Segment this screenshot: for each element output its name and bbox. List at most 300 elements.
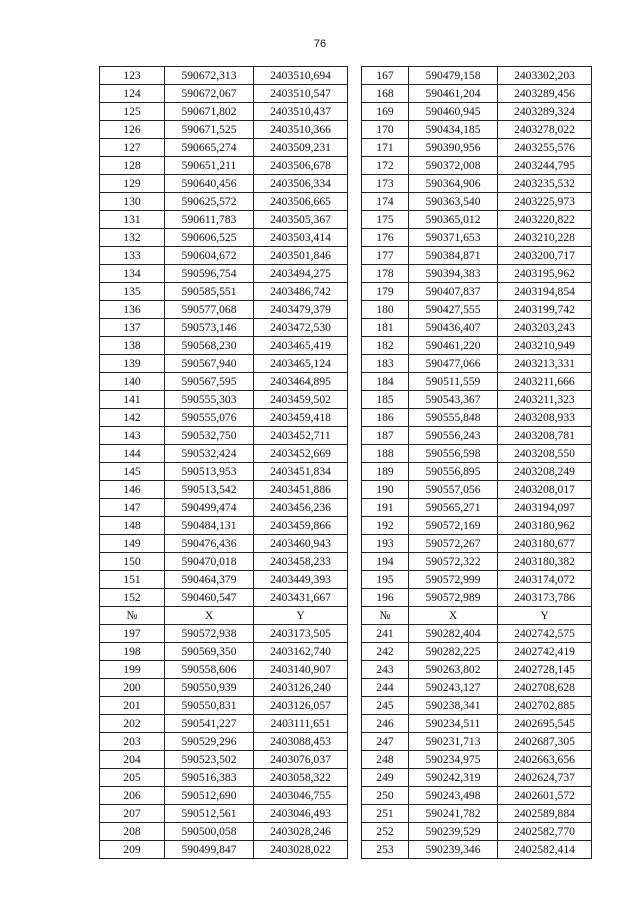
y-coordinate-cell: 2403506,334 bbox=[254, 175, 348, 193]
y-coordinate-cell: 2403244,795 bbox=[498, 157, 592, 175]
point-number-cell: 208 bbox=[100, 823, 165, 841]
point-number-cell: 250 bbox=[362, 787, 409, 805]
point-number-cell: 136 bbox=[100, 301, 165, 319]
y-coordinate-cell: 2402702,885 bbox=[498, 697, 592, 715]
x-coordinate-cell: 590513,542 bbox=[165, 481, 254, 499]
point-number-cell: 253 bbox=[362, 841, 409, 859]
point-number-cell: 249 bbox=[362, 769, 409, 787]
table-row bbox=[100, 283, 348, 301]
x-coordinate-cell: 590394,383 bbox=[409, 265, 498, 283]
point-number-cell: 173 bbox=[362, 175, 409, 193]
x-coordinate-cell: 590500,058 bbox=[165, 823, 254, 841]
x-coordinate-cell: 590532,750 bbox=[165, 427, 254, 445]
table-row bbox=[362, 427, 592, 445]
x-coordinate-cell: 590390,956 bbox=[409, 139, 498, 157]
y-coordinate-cell: 2403199,742 bbox=[498, 301, 592, 319]
x-coordinate-cell: 590606,525 bbox=[165, 229, 254, 247]
y-coordinate-cell: 2403456,236 bbox=[254, 499, 348, 517]
table-row bbox=[100, 607, 348, 625]
table-row bbox=[362, 553, 592, 571]
point-number-cell: 152 bbox=[100, 589, 165, 607]
table-row bbox=[362, 679, 592, 697]
x-coordinate-cell: 590550,939 bbox=[165, 679, 254, 697]
y-coordinate-cell: 2403162,740 bbox=[254, 643, 348, 661]
y-coordinate-cell: 2403460,943 bbox=[254, 535, 348, 553]
x-coordinate-cell: 590577,068 bbox=[165, 301, 254, 319]
x-coordinate-cell: 590239,529 bbox=[409, 823, 498, 841]
table-row bbox=[100, 229, 348, 247]
x-coordinate-cell: 590585,551 bbox=[165, 283, 254, 301]
point-number-cell: 245 bbox=[362, 697, 409, 715]
point-number-cell: 197 bbox=[100, 625, 165, 643]
point-number-cell: 174 bbox=[362, 193, 409, 211]
x-coordinate-cell: 590543,367 bbox=[409, 391, 498, 409]
x-coordinate-cell: 590604,672 bbox=[165, 247, 254, 265]
y-coordinate-cell: 2403451,886 bbox=[254, 481, 348, 499]
x-coordinate-cell: 590556,598 bbox=[409, 445, 498, 463]
point-number-cell: 188 bbox=[362, 445, 409, 463]
y-coordinate-cell: 2402663,656 bbox=[498, 751, 592, 769]
point-number-cell: 180 bbox=[362, 301, 409, 319]
point-number-cell: 185 bbox=[362, 391, 409, 409]
table-row bbox=[362, 283, 592, 301]
point-number-cell: 246 bbox=[362, 715, 409, 733]
table-row bbox=[100, 193, 348, 211]
point-number-cell: № bbox=[362, 607, 409, 625]
x-coordinate-cell: 590532,424 bbox=[165, 445, 254, 463]
table-row bbox=[362, 751, 592, 769]
x-coordinate-cell: 590282,404 bbox=[409, 625, 498, 643]
table-row bbox=[100, 409, 348, 427]
x-coordinate-cell: 590363,540 bbox=[409, 193, 498, 211]
y-coordinate-cell: 2403289,324 bbox=[498, 103, 592, 121]
table-row bbox=[100, 265, 348, 283]
table-row bbox=[362, 319, 592, 337]
table-row bbox=[100, 337, 348, 355]
coordinates-table-left bbox=[99, 66, 348, 859]
table-row bbox=[362, 787, 592, 805]
point-number-cell: 192 bbox=[362, 517, 409, 535]
point-number-cell: 141 bbox=[100, 391, 165, 409]
table-row bbox=[362, 571, 592, 589]
table-row bbox=[362, 175, 592, 193]
point-number-cell: 209 bbox=[100, 841, 165, 859]
y-coordinate-cell: 2403208,249 bbox=[498, 463, 592, 481]
table-row bbox=[100, 121, 348, 139]
table-row bbox=[100, 211, 348, 229]
table-row bbox=[362, 841, 592, 859]
x-coordinate-cell: 590513,953 bbox=[165, 463, 254, 481]
point-number-cell: 190 bbox=[362, 481, 409, 499]
x-coordinate-cell: 590572,999 bbox=[409, 571, 498, 589]
table-row bbox=[362, 391, 592, 409]
point-number-cell: 142 bbox=[100, 409, 165, 427]
y-coordinate-cell: 2403464,895 bbox=[254, 373, 348, 391]
y-coordinate-cell: 2403046,493 bbox=[254, 805, 348, 823]
y-coordinate-cell: 2403174,072 bbox=[498, 571, 592, 589]
table-row bbox=[100, 247, 348, 265]
y-coordinate-cell: 2403210,228 bbox=[498, 229, 592, 247]
x-coordinate-cell: 590384,871 bbox=[409, 247, 498, 265]
y-coordinate-cell: 2403028,022 bbox=[254, 841, 348, 859]
point-number-cell: 129 bbox=[100, 175, 165, 193]
point-number-cell: 196 bbox=[362, 589, 409, 607]
y-coordinate-cell: 2403211,666 bbox=[498, 373, 592, 391]
table-body-left bbox=[100, 67, 348, 859]
point-number-cell: 199 bbox=[100, 661, 165, 679]
x-coordinate-cell: 590671,525 bbox=[165, 121, 254, 139]
y-coordinate-cell: 2403200,717 bbox=[498, 247, 592, 265]
table-row bbox=[362, 769, 592, 787]
point-number-cell: 198 bbox=[100, 643, 165, 661]
x-coordinate-cell: 590550,831 bbox=[165, 697, 254, 715]
point-number-cell: 143 bbox=[100, 427, 165, 445]
x-coordinate-cell: 590516,383 bbox=[165, 769, 254, 787]
y-coordinate-cell: 2403126,240 bbox=[254, 679, 348, 697]
x-coordinate-cell: 590407,837 bbox=[409, 283, 498, 301]
table-row bbox=[100, 355, 348, 373]
x-coordinate-cell: 590372,008 bbox=[409, 157, 498, 175]
y-coordinate-cell: 2402708,628 bbox=[498, 679, 592, 697]
y-coordinate-cell: 2403472,530 bbox=[254, 319, 348, 337]
y-coordinate-cell: 2403289,456 bbox=[498, 85, 592, 103]
point-number-cell: 184 bbox=[362, 373, 409, 391]
table-row bbox=[362, 265, 592, 283]
y-coordinate-cell: 2403140,907 bbox=[254, 661, 348, 679]
table-row bbox=[362, 499, 592, 517]
y-coordinate-cell: 2403465,124 bbox=[254, 355, 348, 373]
x-coordinate-cell: 590282,225 bbox=[409, 643, 498, 661]
table-row bbox=[100, 805, 348, 823]
y-coordinate-cell: 2403255,576 bbox=[498, 139, 592, 157]
x-coordinate-cell: 590625,572 bbox=[165, 193, 254, 211]
x-coordinate-cell: 590555,303 bbox=[165, 391, 254, 409]
table-row bbox=[100, 589, 348, 607]
point-number-cell: 148 bbox=[100, 517, 165, 535]
y-coordinate-cell: 2403126,057 bbox=[254, 697, 348, 715]
y-coordinate-cell: Y bbox=[498, 607, 592, 625]
point-number-cell: 203 bbox=[100, 733, 165, 751]
x-coordinate-cell: 590461,220 bbox=[409, 337, 498, 355]
point-number-cell: 137 bbox=[100, 319, 165, 337]
point-number-cell: 200 bbox=[100, 679, 165, 697]
y-coordinate-cell: 2403058,322 bbox=[254, 769, 348, 787]
point-number-cell: 146 bbox=[100, 481, 165, 499]
y-coordinate-cell: 2403180,677 bbox=[498, 535, 592, 553]
y-coordinate-cell: 2403046,755 bbox=[254, 787, 348, 805]
x-coordinate-cell: 590529,296 bbox=[165, 733, 254, 751]
y-coordinate-cell: 2403459,418 bbox=[254, 409, 348, 427]
point-number-cell: 144 bbox=[100, 445, 165, 463]
x-coordinate-cell: 590572,322 bbox=[409, 553, 498, 571]
point-number-cell: 175 bbox=[362, 211, 409, 229]
y-coordinate-cell: 2402601,572 bbox=[498, 787, 592, 805]
x-coordinate-cell: 590241,782 bbox=[409, 805, 498, 823]
table-row bbox=[362, 607, 592, 625]
point-number-cell: 128 bbox=[100, 157, 165, 175]
point-number-cell: 251 bbox=[362, 805, 409, 823]
table-row bbox=[100, 499, 348, 517]
x-coordinate-cell: 590565,271 bbox=[409, 499, 498, 517]
y-coordinate-cell: 2403459,866 bbox=[254, 517, 348, 535]
x-coordinate-cell: 590558,606 bbox=[165, 661, 254, 679]
y-coordinate-cell: 2403211,323 bbox=[498, 391, 592, 409]
y-coordinate-cell: 2403278,022 bbox=[498, 121, 592, 139]
table-row bbox=[100, 103, 348, 121]
table-row bbox=[362, 193, 592, 211]
x-coordinate-cell: 590243,127 bbox=[409, 679, 498, 697]
table-row bbox=[100, 823, 348, 841]
x-coordinate-cell: 590671,802 bbox=[165, 103, 254, 121]
table-row bbox=[362, 355, 592, 373]
y-coordinate-cell: 2403180,382 bbox=[498, 553, 592, 571]
page-number: 76 bbox=[313, 38, 327, 50]
point-number-cell: 176 bbox=[362, 229, 409, 247]
x-coordinate-cell: 590572,169 bbox=[409, 517, 498, 535]
y-coordinate-cell: 2403210,949 bbox=[498, 337, 592, 355]
x-coordinate-cell: 590434,185 bbox=[409, 121, 498, 139]
point-number-cell: 167 bbox=[362, 67, 409, 85]
point-number-cell: 247 bbox=[362, 733, 409, 751]
y-coordinate-cell: 2403510,547 bbox=[254, 85, 348, 103]
y-coordinate-cell: 2403028,246 bbox=[254, 823, 348, 841]
x-coordinate-cell: 590499,847 bbox=[165, 841, 254, 859]
point-number-cell: 195 bbox=[362, 571, 409, 589]
y-coordinate-cell: 2403494,275 bbox=[254, 265, 348, 283]
table-row bbox=[100, 643, 348, 661]
point-number-cell: 150 bbox=[100, 553, 165, 571]
table-row bbox=[362, 661, 592, 679]
table-row bbox=[100, 391, 348, 409]
table-row bbox=[100, 733, 348, 751]
table-row bbox=[362, 481, 592, 499]
x-coordinate-cell: 590511,559 bbox=[409, 373, 498, 391]
x-coordinate-cell: 590512,561 bbox=[165, 805, 254, 823]
point-number-cell: 252 bbox=[362, 823, 409, 841]
point-number-cell: 181 bbox=[362, 319, 409, 337]
x-coordinate-cell: 590477,066 bbox=[409, 355, 498, 373]
x-coordinate-cell: 590611,783 bbox=[165, 211, 254, 229]
x-coordinate-cell: 590557,056 bbox=[409, 481, 498, 499]
y-coordinate-cell: 2403501,846 bbox=[254, 247, 348, 265]
y-coordinate-cell: Y bbox=[254, 607, 348, 625]
y-coordinate-cell: 2403076,037 bbox=[254, 751, 348, 769]
y-coordinate-cell: 2403509,231 bbox=[254, 139, 348, 157]
table-row bbox=[100, 769, 348, 787]
x-coordinate-cell: 590541,227 bbox=[165, 715, 254, 733]
x-coordinate-cell: 590460,547 bbox=[165, 589, 254, 607]
x-coordinate-cell: X bbox=[165, 607, 254, 625]
point-number-cell: 177 bbox=[362, 247, 409, 265]
y-coordinate-cell: 2403235,532 bbox=[498, 175, 592, 193]
point-number-cell: 123 bbox=[100, 67, 165, 85]
x-coordinate-cell: 590263,802 bbox=[409, 661, 498, 679]
y-coordinate-cell: 2403208,781 bbox=[498, 427, 592, 445]
x-coordinate-cell: 590364,906 bbox=[409, 175, 498, 193]
point-number-cell: 202 bbox=[100, 715, 165, 733]
table-row bbox=[100, 427, 348, 445]
table-row bbox=[362, 85, 592, 103]
y-coordinate-cell: 2402695,545 bbox=[498, 715, 592, 733]
x-coordinate-cell: 590231,713 bbox=[409, 733, 498, 751]
point-number-cell: 171 bbox=[362, 139, 409, 157]
table-row bbox=[362, 733, 592, 751]
x-coordinate-cell: 590234,511 bbox=[409, 715, 498, 733]
table-row bbox=[100, 301, 348, 319]
y-coordinate-cell: 2403506,665 bbox=[254, 193, 348, 211]
x-coordinate-cell: 590651,211 bbox=[165, 157, 254, 175]
x-coordinate-cell: 590567,595 bbox=[165, 373, 254, 391]
point-number-cell: 189 bbox=[362, 463, 409, 481]
table-row bbox=[362, 229, 592, 247]
table-row bbox=[100, 85, 348, 103]
point-number-cell: 134 bbox=[100, 265, 165, 283]
x-coordinate-cell: 590555,848 bbox=[409, 409, 498, 427]
point-number-cell: 124 bbox=[100, 85, 165, 103]
y-coordinate-cell: 2403459,502 bbox=[254, 391, 348, 409]
y-coordinate-cell: 2403220,822 bbox=[498, 211, 592, 229]
y-coordinate-cell: 2403208,933 bbox=[498, 409, 592, 427]
table-row bbox=[100, 841, 348, 859]
x-coordinate-cell: 590569,350 bbox=[165, 643, 254, 661]
point-number-cell: 243 bbox=[362, 661, 409, 679]
table-row bbox=[362, 247, 592, 265]
y-coordinate-cell: 2403194,854 bbox=[498, 283, 592, 301]
table-row bbox=[100, 751, 348, 769]
y-coordinate-cell: 2403479,379 bbox=[254, 301, 348, 319]
table-row bbox=[362, 445, 592, 463]
y-coordinate-cell: 2403088,453 bbox=[254, 733, 348, 751]
y-coordinate-cell: 2403173,786 bbox=[498, 589, 592, 607]
y-coordinate-cell: 2403503,414 bbox=[254, 229, 348, 247]
point-number-cell: 201 bbox=[100, 697, 165, 715]
table-row bbox=[362, 139, 592, 157]
x-coordinate-cell: 590568,230 bbox=[165, 337, 254, 355]
y-coordinate-cell: 2403505,367 bbox=[254, 211, 348, 229]
x-coordinate-cell: 590371,653 bbox=[409, 229, 498, 247]
y-coordinate-cell: 2402728,145 bbox=[498, 661, 592, 679]
point-number-cell: 132 bbox=[100, 229, 165, 247]
point-number-cell: 170 bbox=[362, 121, 409, 139]
point-number-cell: 205 bbox=[100, 769, 165, 787]
y-coordinate-cell: 2403111,651 bbox=[254, 715, 348, 733]
x-coordinate-cell: 590242,319 bbox=[409, 769, 498, 787]
table-row bbox=[362, 589, 592, 607]
table-row bbox=[100, 661, 348, 679]
x-coordinate-cell: 590556,243 bbox=[409, 427, 498, 445]
point-number-cell: 183 bbox=[362, 355, 409, 373]
table-row bbox=[362, 337, 592, 355]
table-row bbox=[100, 463, 348, 481]
coordinates-table-right bbox=[361, 66, 592, 859]
x-coordinate-cell: X bbox=[409, 607, 498, 625]
x-coordinate-cell: 590672,067 bbox=[165, 85, 254, 103]
point-number-cell: 191 bbox=[362, 499, 409, 517]
point-number-cell: 125 bbox=[100, 103, 165, 121]
table-row bbox=[100, 319, 348, 337]
table-row bbox=[362, 121, 592, 139]
point-number-cell: 182 bbox=[362, 337, 409, 355]
y-coordinate-cell: 2402624,737 bbox=[498, 769, 592, 787]
point-number-cell: 242 bbox=[362, 643, 409, 661]
point-number-cell: 130 bbox=[100, 193, 165, 211]
table-row bbox=[362, 409, 592, 427]
table-row bbox=[362, 823, 592, 841]
point-number-cell: 138 bbox=[100, 337, 165, 355]
x-coordinate-cell: 590640,456 bbox=[165, 175, 254, 193]
y-coordinate-cell: 2403510,437 bbox=[254, 103, 348, 121]
x-coordinate-cell: 590461,204 bbox=[409, 85, 498, 103]
y-coordinate-cell: 2403452,669 bbox=[254, 445, 348, 463]
y-coordinate-cell: 2402687,305 bbox=[498, 733, 592, 751]
point-number-cell: 178 bbox=[362, 265, 409, 283]
table-row bbox=[100, 481, 348, 499]
y-coordinate-cell: 2402582,770 bbox=[498, 823, 592, 841]
table-row bbox=[362, 67, 592, 85]
table-row bbox=[100, 679, 348, 697]
x-coordinate-cell: 590572,989 bbox=[409, 589, 498, 607]
y-coordinate-cell: 2403451,834 bbox=[254, 463, 348, 481]
point-number-cell: 139 bbox=[100, 355, 165, 373]
x-coordinate-cell: 590460,945 bbox=[409, 103, 498, 121]
x-coordinate-cell: 590365,012 bbox=[409, 211, 498, 229]
point-number-cell: 172 bbox=[362, 157, 409, 175]
point-number-cell: 187 bbox=[362, 427, 409, 445]
point-number-cell: 204 bbox=[100, 751, 165, 769]
y-coordinate-cell: 2403506,678 bbox=[254, 157, 348, 175]
point-number-cell: 169 bbox=[362, 103, 409, 121]
point-number-cell: 145 bbox=[100, 463, 165, 481]
table-row bbox=[362, 805, 592, 823]
table-row bbox=[100, 571, 348, 589]
x-coordinate-cell: 590238,341 bbox=[409, 697, 498, 715]
x-coordinate-cell: 590479,158 bbox=[409, 67, 498, 85]
y-coordinate-cell: 2403510,694 bbox=[254, 67, 348, 85]
point-number-cell: 131 bbox=[100, 211, 165, 229]
x-coordinate-cell: 590572,267 bbox=[409, 535, 498, 553]
table-body-right bbox=[362, 67, 592, 859]
point-number-cell: 241 bbox=[362, 625, 409, 643]
x-coordinate-cell: 590572,938 bbox=[165, 625, 254, 643]
x-coordinate-cell: 590567,940 bbox=[165, 355, 254, 373]
table-row bbox=[362, 625, 592, 643]
point-number-cell: 193 bbox=[362, 535, 409, 553]
x-coordinate-cell: 590484,131 bbox=[165, 517, 254, 535]
point-number-cell: 149 bbox=[100, 535, 165, 553]
table-row bbox=[100, 445, 348, 463]
table-row bbox=[100, 787, 348, 805]
y-coordinate-cell: 2402582,414 bbox=[498, 841, 592, 859]
table-row bbox=[362, 715, 592, 733]
table-row bbox=[362, 301, 592, 319]
table-row bbox=[362, 463, 592, 481]
y-coordinate-cell: 2402589,884 bbox=[498, 805, 592, 823]
table-row bbox=[100, 625, 348, 643]
point-number-cell: 151 bbox=[100, 571, 165, 589]
table-row bbox=[100, 715, 348, 733]
table-row bbox=[362, 103, 592, 121]
y-coordinate-cell: 2403465,419 bbox=[254, 337, 348, 355]
table-row bbox=[100, 553, 348, 571]
table-row bbox=[362, 517, 592, 535]
point-number-cell: 147 bbox=[100, 499, 165, 517]
point-number-cell: 179 bbox=[362, 283, 409, 301]
point-number-cell: 140 bbox=[100, 373, 165, 391]
x-coordinate-cell: 590234,975 bbox=[409, 751, 498, 769]
table-row bbox=[100, 139, 348, 157]
y-coordinate-cell: 2403449,393 bbox=[254, 571, 348, 589]
table-row bbox=[100, 535, 348, 553]
